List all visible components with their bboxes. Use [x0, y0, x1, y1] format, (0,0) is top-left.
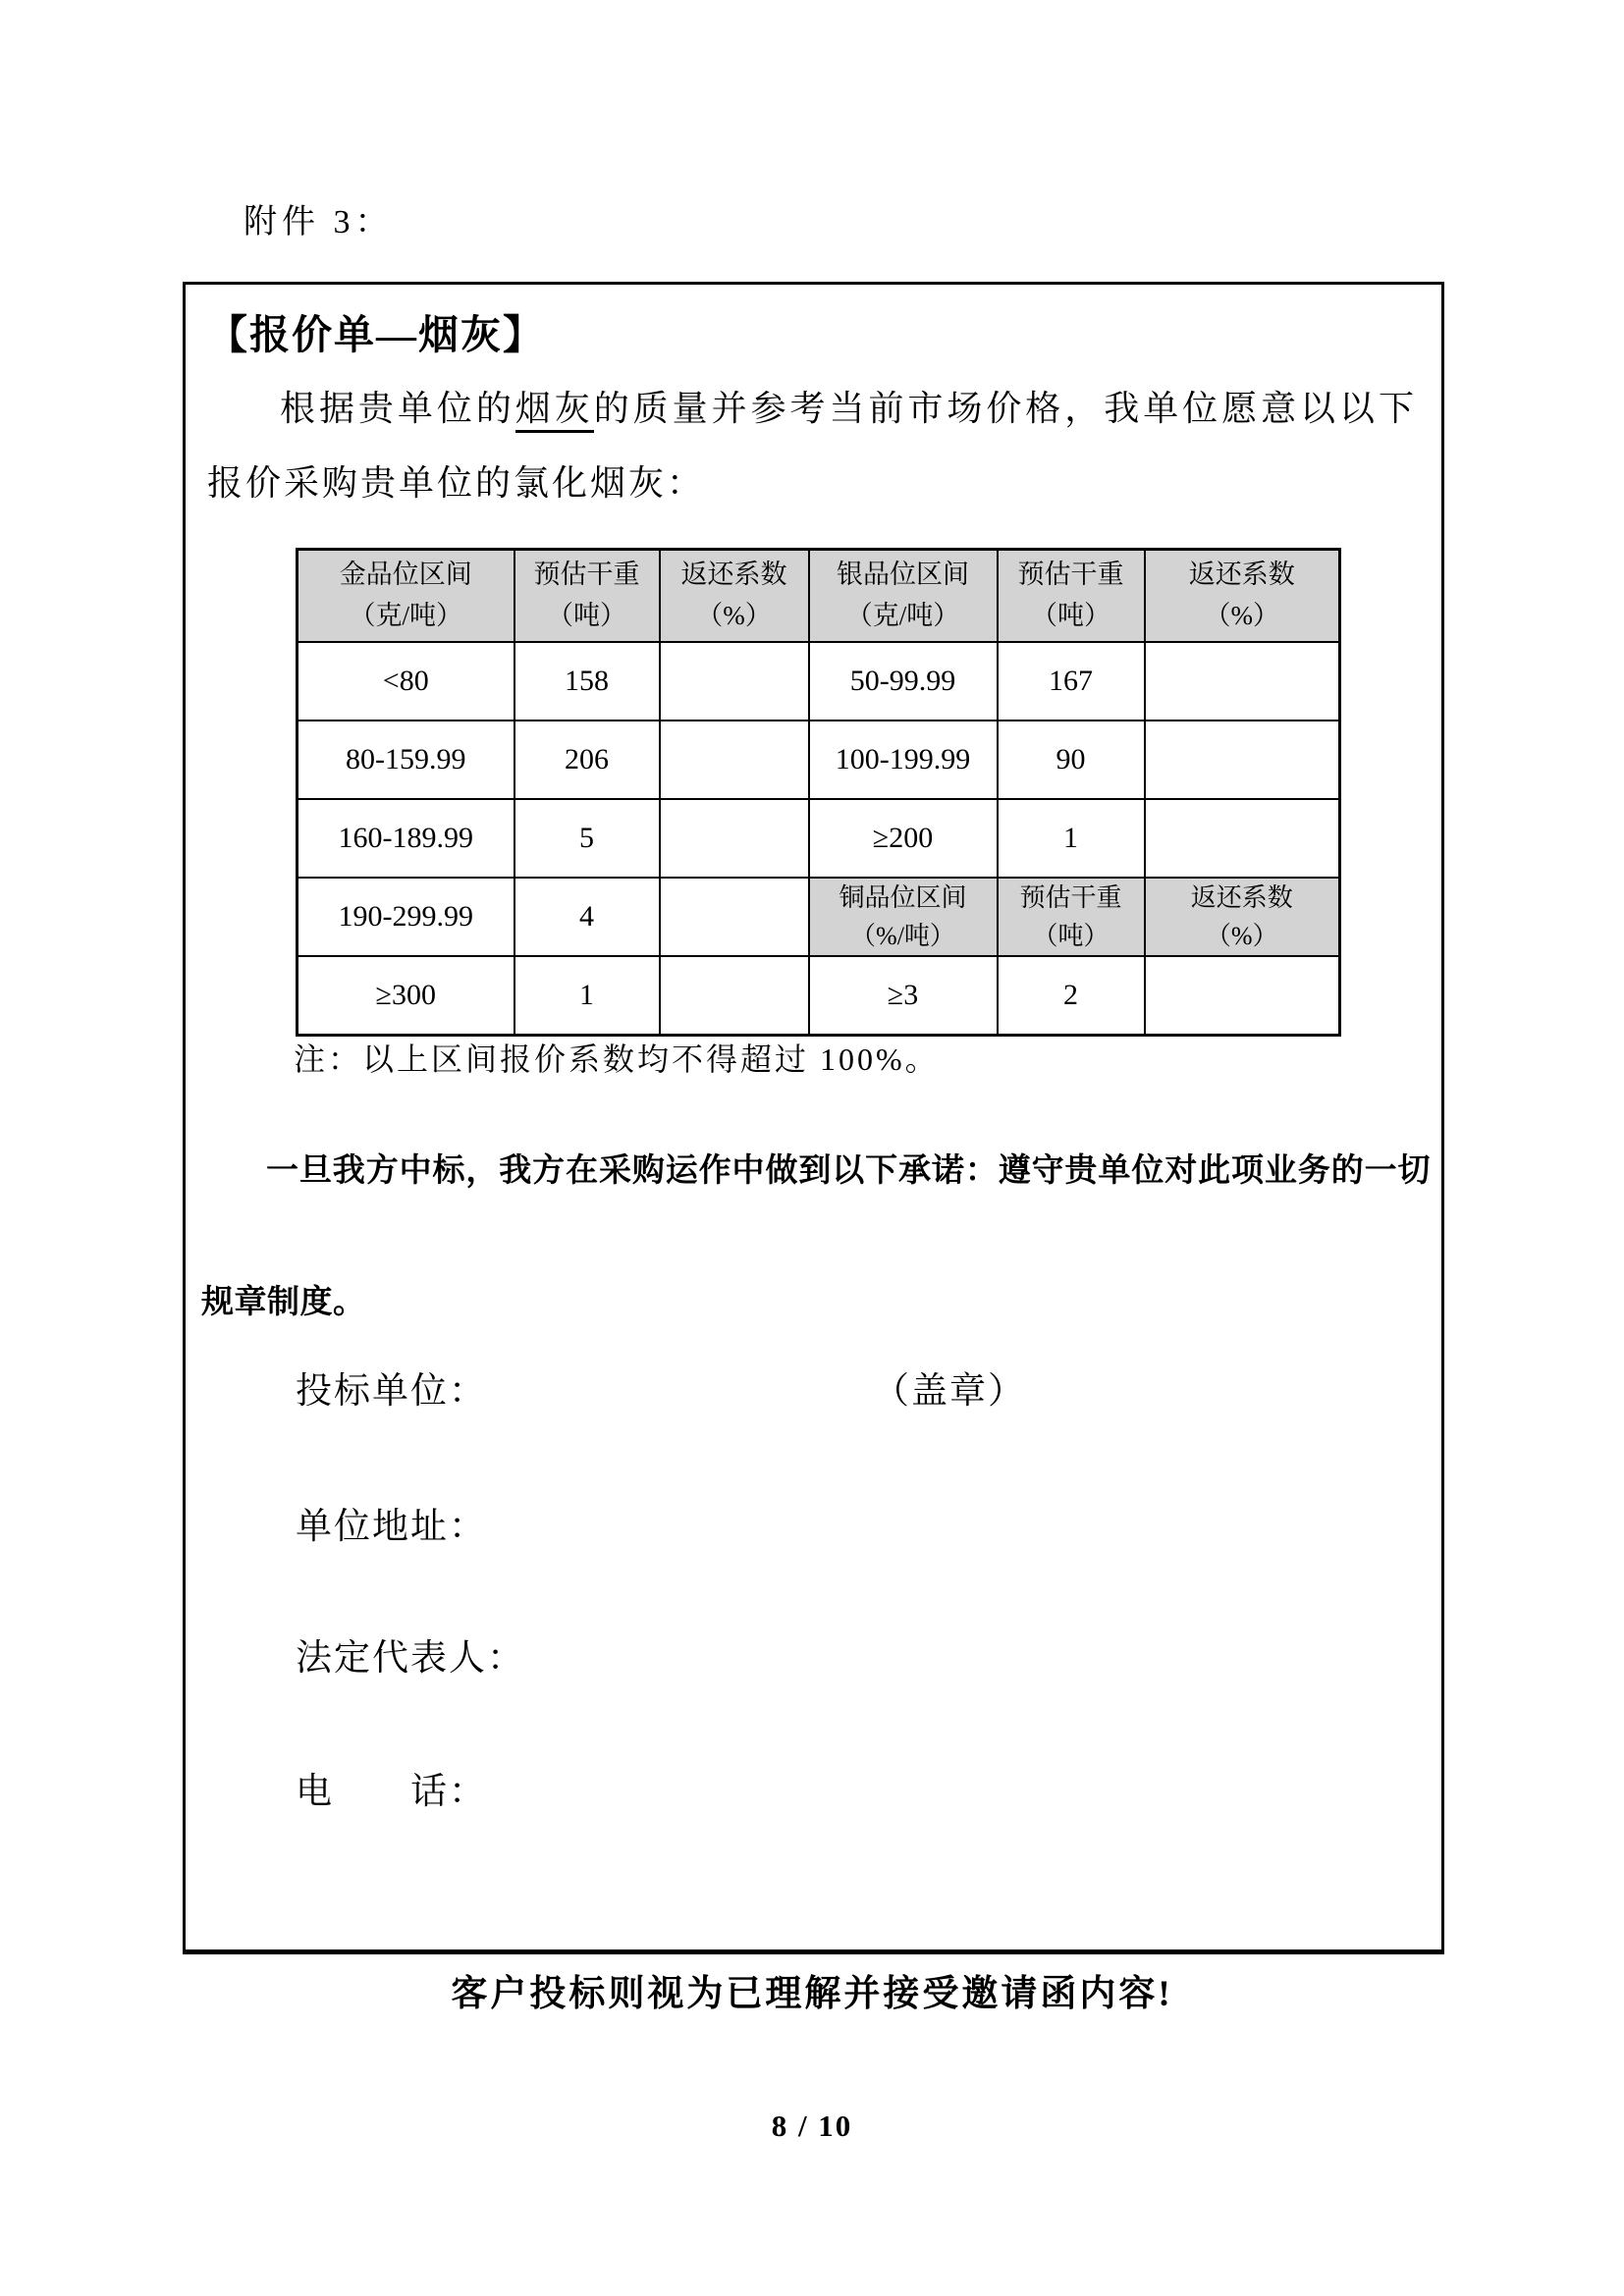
address-label: 单位地址： — [296, 1507, 487, 1547]
cell-gold-range: 80-159.99 — [298, 721, 514, 799]
commitment-paragraph: 一旦我方中标，我方在采购运作中做到以下承诺：遵守贵单位对此项业务的一切规章制度。 — [201, 1153, 1431, 1320]
cell-silver-coeff — [1145, 721, 1340, 799]
phone-label: 电 话： — [296, 1772, 487, 1812]
header-gold-coeff: 返还系数 （%） — [660, 550, 809, 643]
footer-slogan: 客户投标则视为已理解并接受邀请函内容! — [451, 1974, 1173, 2014]
cell-silver-range: ≥200 — [809, 799, 998, 878]
cell-silver-weight: 1 — [998, 799, 1145, 878]
cell-silver-weight: 90 — [998, 721, 1145, 799]
cell-gold-coeff — [660, 878, 809, 956]
table-row — [298, 642, 1340, 721]
attachment-label: 附件 3： — [244, 204, 394, 240]
header-gold-weight: 预估干重 （吨） — [514, 550, 660, 643]
quote-table — [296, 548, 1341, 1037]
cell-gold-coeff — [660, 642, 809, 721]
table-row — [298, 878, 1340, 956]
cell-copper-weight: 2 — [998, 956, 1145, 1036]
seal-label: （盖章） — [873, 1371, 1026, 1412]
cell-gold-range: <80 — [298, 642, 514, 721]
cell-gold-range: 190-299.99 — [298, 878, 514, 956]
header-silver-coeff: 返还系数 （%） — [1145, 550, 1340, 643]
cell-silver-range: 100-199.99 — [809, 721, 998, 799]
header-silver-range: 银品位区间 （克/吨） — [809, 550, 998, 643]
cell-gold-coeff — [660, 721, 809, 799]
cell-gold-coeff — [660, 956, 809, 1036]
bidder-field-line — [296, 1361, 1376, 1414]
intro-text-before: 根据贵单位的 — [280, 389, 515, 428]
header-gold-range: 金品位区间 （克/吨） — [298, 550, 514, 643]
form-title: 【报价单—烟灰】 — [207, 312, 545, 357]
page-number: 8 / 10 — [771, 2109, 853, 2143]
table-note: 注：以上区间报价系数均不得超过 100%。 — [294, 1041, 940, 1077]
header-copper-range: 铜品位区间 （%/吨） — [809, 878, 998, 956]
table-header-row — [298, 550, 1340, 643]
cell-gold-weight: 1 — [514, 956, 660, 1036]
quote-form-box — [183, 282, 1444, 1954]
cell-gold-range: 160-189.99 — [298, 799, 514, 878]
cell-copper-range: ≥3 — [809, 956, 998, 1036]
header-copper-coeff: 返还系数 （%） — [1145, 878, 1340, 956]
table-row — [298, 956, 1340, 1036]
cell-gold-coeff — [660, 799, 809, 878]
legal-rep-label: 法定代表人： — [296, 1638, 525, 1679]
cell-silver-range: 50-99.99 — [809, 642, 998, 721]
cell-silver-coeff — [1145, 799, 1340, 878]
cell-gold-weight: 206 — [514, 721, 660, 799]
bidder-label: 投标单位： — [296, 1371, 487, 1412]
intro-paragraph — [207, 371, 1417, 520]
cell-gold-weight: 5 — [514, 799, 660, 878]
cell-copper-coeff — [1145, 956, 1340, 1036]
table-row — [298, 799, 1340, 878]
cell-gold-weight: 158 — [514, 642, 660, 721]
cell-silver-weight: 167 — [998, 642, 1145, 721]
cell-silver-coeff — [1145, 642, 1340, 721]
cell-gold-range: ≥300 — [298, 956, 514, 1036]
cell-gold-weight: 4 — [514, 878, 660, 956]
intro-text-after: 的质量并参考当前市场价格，我单位愿意以以下报价采购贵单位的氯化烟灰： — [207, 389, 1417, 503]
table-row — [298, 721, 1340, 799]
intro-underlined-term: 烟灰 — [515, 389, 594, 433]
header-silver-weight: 预估干重 （吨） — [998, 550, 1145, 643]
header-copper-weight: 预估干重 （吨） — [998, 878, 1145, 956]
